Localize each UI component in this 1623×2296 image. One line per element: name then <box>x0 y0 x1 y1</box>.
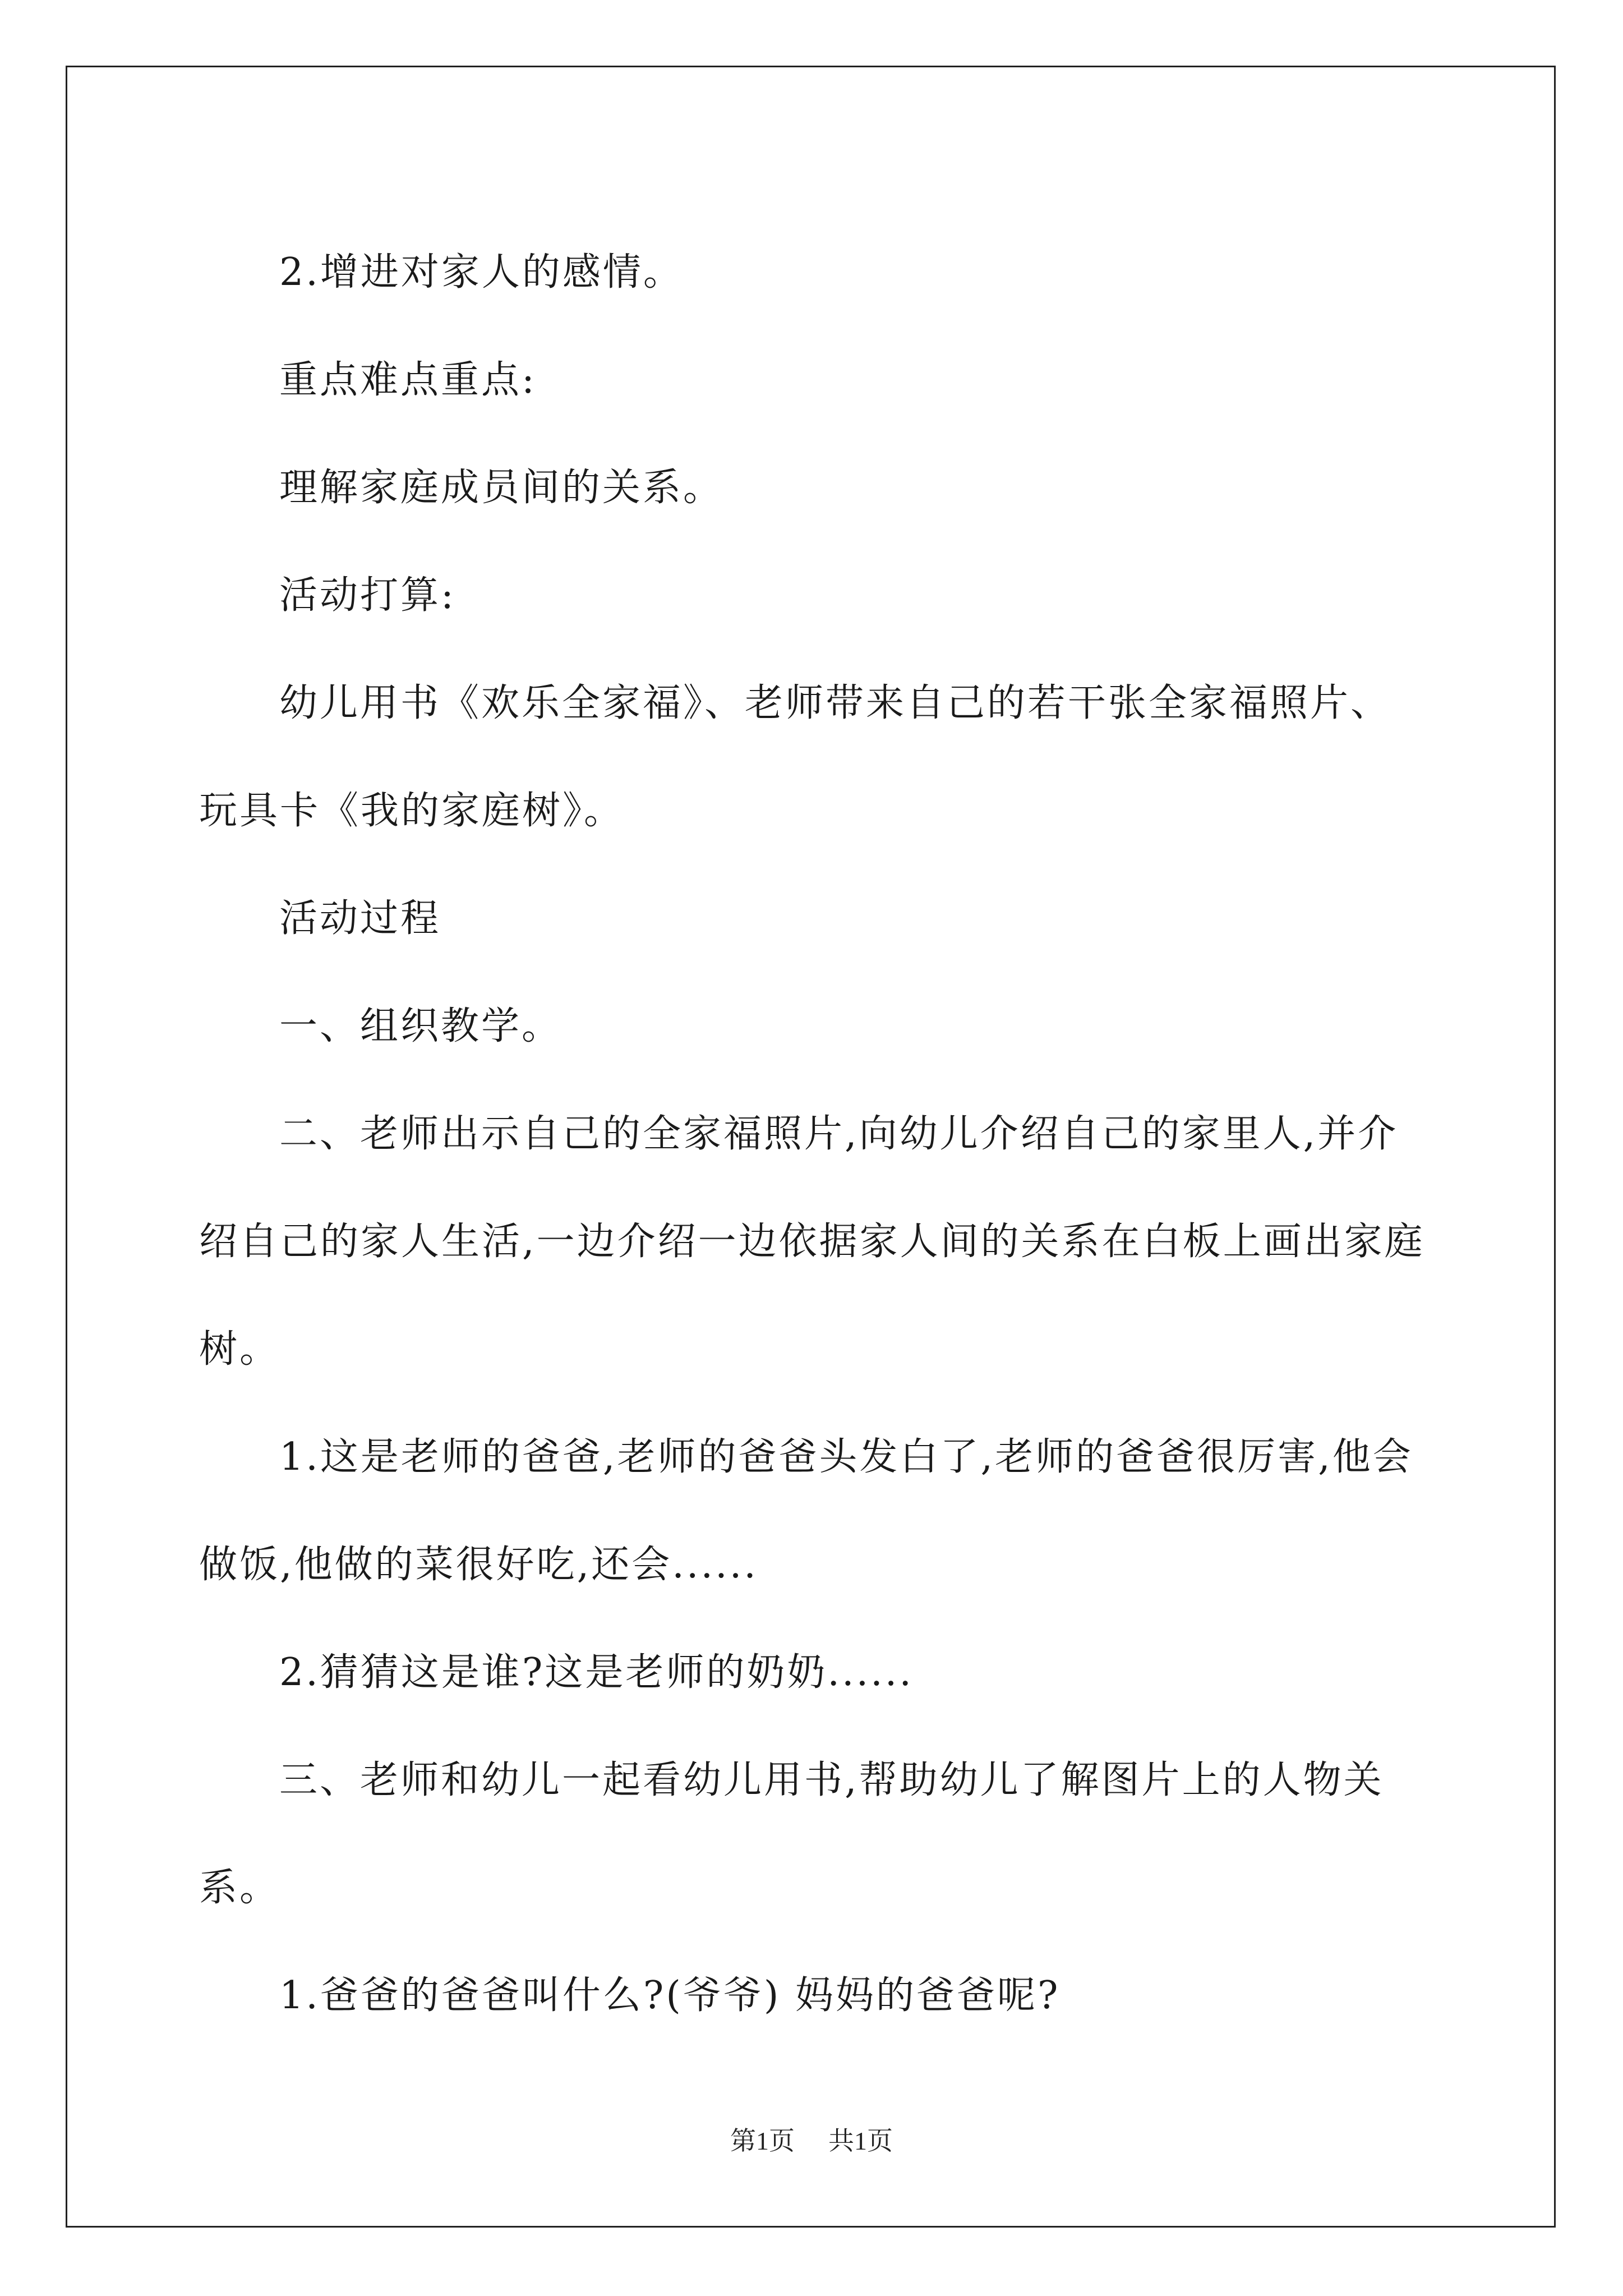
paragraph: 理解家庭成员间的关系。 <box>279 466 724 510</box>
paragraph: 活动过程 <box>279 896 441 941</box>
paragraph: 二、老师出示自己的全家福照片,向幼儿介绍自己的家里人,并介绍自己的家人生活,一边介绍一边依据家人间的关系在白板上画出家庭树。 <box>199 1112 1425 1372</box>
paragraph: 2.增进对家人的感情。 <box>279 250 684 295</box>
paragraph: 重点难点重点: <box>279 358 537 402</box>
paragraph: 幼儿用书《欢乐全家福》、老师带来自己的若干张全家福照片、玩具卡《我的家庭树》。 <box>199 681 1391 833</box>
paragraph: 1.这是老师的爸爸,老师的爸爸头发白了,老师的爸爸很厉害,他会做饭,他做的菜很好吃,还会...... <box>199 1435 1413 1587</box>
paragraph: 一、组织教学。 <box>279 1004 562 1048</box>
page-number-total: 共1页 <box>828 2127 893 2155</box>
page-footer <box>0 2120 1623 2157</box>
paragraph: 活动打算: <box>279 573 456 618</box>
page-number-current: 第1页 <box>730 2127 795 2155</box>
document-body <box>199 219 1427 2050</box>
paragraph: 三、老师和幼儿一起看幼儿用书,帮助幼儿了解图片上的人物关系。 <box>199 1758 1384 1910</box>
paragraph: 2.猜猜这是谁?这是老师的奶奶...... <box>279 1650 914 1695</box>
paragraph: 1.爸爸的爸爸叫什么?(爷爷) 妈妈的爸爸呢? <box>279 1973 1061 2018</box>
